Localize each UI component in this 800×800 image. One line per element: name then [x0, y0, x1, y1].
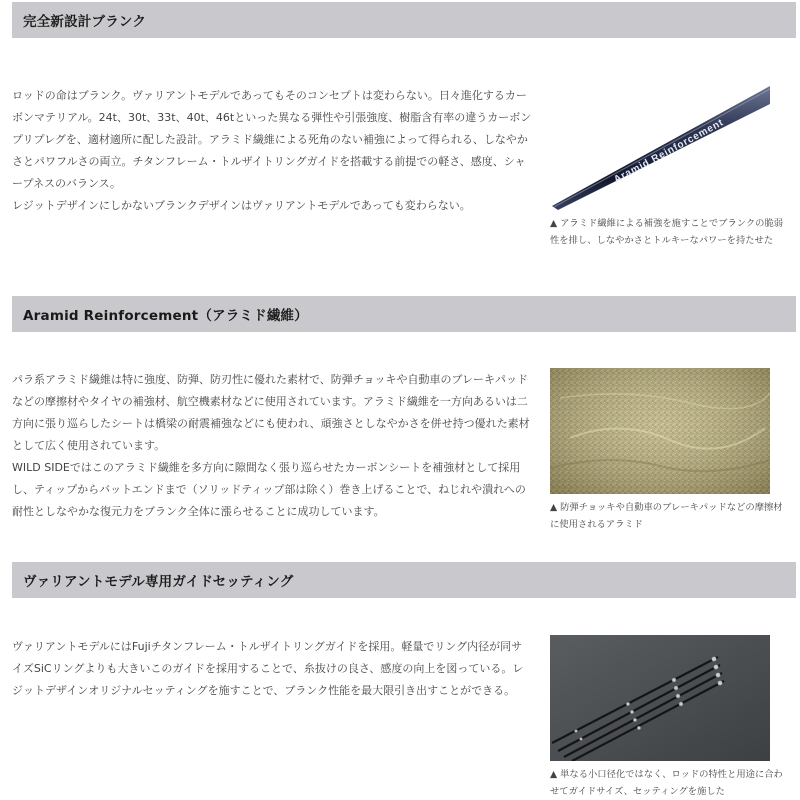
section-body-aramid — [12, 369, 532, 523]
aramid-fiber-photo — [550, 368, 770, 494]
guide-setting-image — [550, 635, 770, 761]
body-paragraph: ロッドの命はブランク。ヴァリアントモデルであってもそのコンセプトは変わらない。日々進化するカーボンマテリアル。24t、30t、33t、40t、46tといった異なる弾性や引張強度、樹脂含有率の違うカーボンプリプレグを、適材適所に配した設計。アラミド繊維による死角のない補強によって得られる、しなやかさとパワフルさの両立。チタンフレーム・トルザイトリングガイドを搭載する前提での軽さ、感度、シャープネスのバランス。 — [12, 89, 532, 190]
image-caption: ▲ 単なる小口径化ではなく、ロッドの特性と用途に合わせてガイドサイズ、セッティングを施した — [550, 769, 783, 797]
section-header-blank — [12, 2, 796, 38]
rod-blank-photo — [550, 84, 770, 210]
body-paragraph: ヴァリアントモデルにはFujiチタンフレーム・トルザイトリングガイドを採用。軽量でリング内径が同サイズSiCリングよりも大きいこのガイドを採用することで、糸抜けの良さ、感度の向上を図っている。レジットデザインオリジナルセッティングを施すことで、ブランク性能を最大限引き出すことができる。 — [12, 640, 524, 697]
section-body-blank — [12, 85, 532, 217]
body-paragraph: WILD SIDEではこのアラミド繊維を多方向に隙間なく張り巡らせたカーボンシートを補強材として採用し、ティップからバットエンドまで（ソリッドティップ部は除く）巻き上げることで、ねじれや潰れへの耐性としなやかな復元力をブランク全体に漲らせることに成功しています。 — [12, 461, 526, 518]
body-paragraph: パラ系アラミド繊維は特に強度、防弾、防刃性に優れた素材で、防弾チョッキや自動車のブレーキパッドなどの摩擦材やタイヤの補強材、航空機素材などに使用されています。アラミド繊維を一方向あるいは二方向に張り巡らしたシートは橋梁の耐震補強などにも使われ、頑強さとしなやかさを併せ持つ優れた素材として広く使用されています。 — [12, 373, 530, 452]
body-paragraph: レジットデザインにしかないブランクデザインはヴァリアントモデルであっても変わらない。 — [12, 199, 471, 212]
aramid-fiber-image — [550, 368, 770, 494]
section-header-aramid — [12, 296, 796, 332]
section-title: ヴァリアントモデル専用ガイドセッティング — [23, 574, 294, 590]
guide-setting-photo — [550, 635, 770, 761]
section-title: 完全新設計ブランク — [23, 14, 147, 30]
rod-label-text: Aramid Reinforcement — [612, 117, 726, 186]
section-header-guide — [12, 562, 796, 598]
image-caption: ▲ アラミド繊維による補強を施すことでブランクの脆弱性を排し、しなやかさとトルキーなパワーを持たせた — [550, 218, 784, 246]
section-body-guide — [12, 636, 532, 702]
image-caption: ▲ 防弾チョッキや自動車のブレーキパッドなどの摩擦材に使用されるアラミド — [550, 502, 783, 530]
section-title: Aramid Reinforcement（アラミド繊維） — [23, 308, 308, 324]
rod-blank-image — [550, 84, 770, 210]
